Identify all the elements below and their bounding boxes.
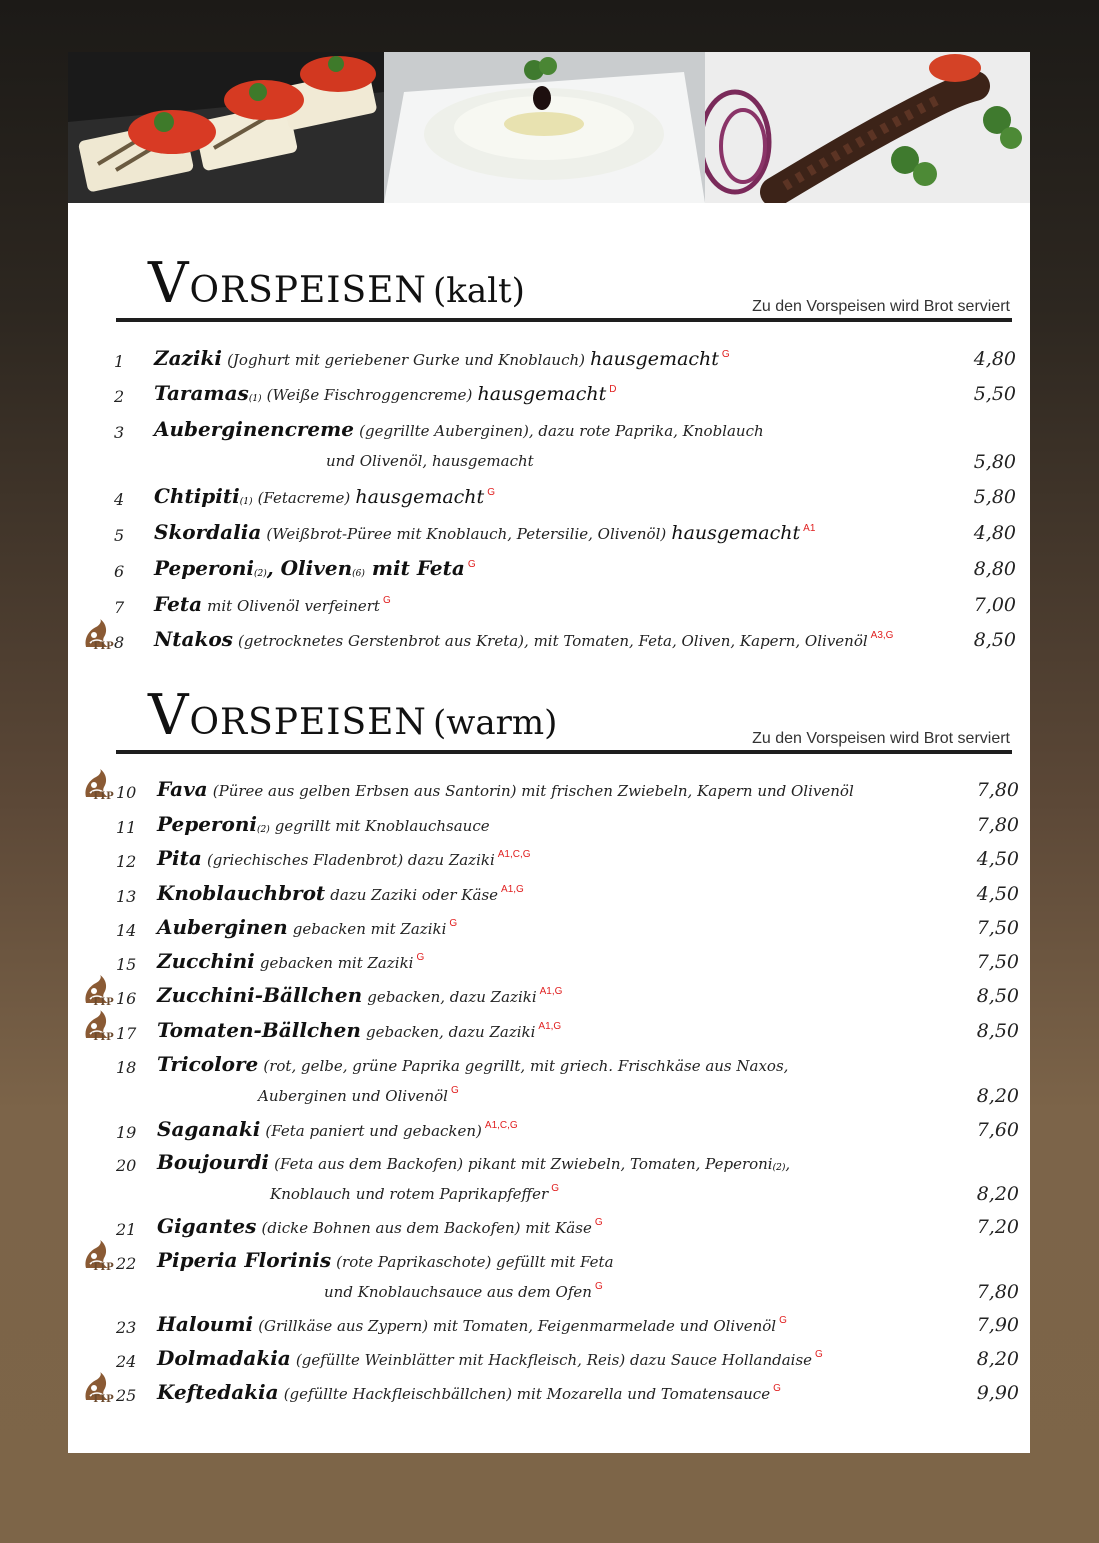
section-note: Zu den Vorspeisen wird Brot serviert bbox=[752, 298, 1010, 315]
item-number: 23 bbox=[116, 1318, 137, 1337]
item-description: (Feta aus dem Backofen) pikant mit Zwiebeln, Tomaten, Peperoni bbox=[274, 1155, 773, 1173]
item-line bbox=[157, 1150, 790, 1174]
item-price: 4,50 bbox=[976, 848, 1019, 870]
item-description-tail: , bbox=[785, 1155, 791, 1173]
item-price: 8,20 bbox=[976, 1348, 1019, 1370]
section-rule bbox=[116, 318, 1012, 322]
item-line-continued bbox=[258, 1085, 459, 1105]
item-line bbox=[154, 520, 815, 544]
item-line bbox=[157, 1117, 518, 1141]
item-line bbox=[157, 1312, 787, 1336]
tip-badge bbox=[78, 1008, 116, 1046]
item-allergens: G bbox=[450, 1085, 459, 1096]
item-line bbox=[154, 484, 495, 508]
item-price: 4,80 bbox=[973, 348, 1016, 370]
item-line-continued bbox=[270, 1183, 559, 1203]
section-title-initial: V bbox=[148, 683, 190, 748]
item-name: Saganaki bbox=[157, 1117, 261, 1141]
item-description: (gefüllte Weinblätter mit Hackfleisch, Reis) dazu Sauce Hollandaise bbox=[295, 1351, 813, 1369]
item-allergens: A1 bbox=[803, 523, 816, 534]
item-allergens: G bbox=[815, 1349, 823, 1360]
item-allergens: A1,G bbox=[501, 884, 524, 895]
item-number: 2 bbox=[114, 387, 125, 406]
item-description: (griechisches Fladenbrot) dazu Zaziki bbox=[206, 851, 495, 869]
item-description: gebacken, dazu Zaziki bbox=[366, 1023, 536, 1041]
item-description-continued: und Olivenöl, hausgemacht bbox=[326, 452, 534, 470]
item-price: 7,50 bbox=[976, 951, 1019, 973]
item-name-part: mit Feta bbox=[364, 556, 465, 580]
item-description: gegrillt mit Knoblauchsauce bbox=[274, 817, 490, 835]
item-price: 9,90 bbox=[976, 1382, 1019, 1404]
section-note: Zu den Vorspeisen wird Brot serviert bbox=[752, 730, 1010, 747]
item-allergens: A3,G bbox=[870, 630, 894, 641]
item-description: mit Olivenöl verfeinert bbox=[207, 597, 380, 615]
item-name: Peperoni bbox=[157, 812, 257, 836]
section-title-initial: V bbox=[148, 251, 190, 316]
item-price: 7,90 bbox=[976, 1314, 1019, 1336]
item-number: 8 bbox=[114, 633, 125, 652]
item-price: 8,20 bbox=[976, 1183, 1019, 1205]
item-price: 7,80 bbox=[976, 814, 1019, 836]
item-number: 14 bbox=[116, 921, 137, 940]
tip-label: TIP bbox=[92, 1262, 115, 1273]
item-line bbox=[157, 1052, 788, 1076]
item-price: 8,50 bbox=[976, 1020, 1019, 1042]
item-allergens: G bbox=[773, 1383, 781, 1394]
item-footnote: (2) bbox=[253, 569, 267, 579]
item-allergens: G bbox=[721, 349, 730, 360]
tip-label: TIP bbox=[92, 791, 115, 802]
item-name: Knoblauchbrot bbox=[157, 881, 326, 905]
item-line-continued bbox=[326, 451, 534, 470]
photo-zaziki bbox=[384, 52, 705, 203]
item-description: gebacken mit Zaziki bbox=[259, 954, 414, 972]
item-name: Tricolore bbox=[157, 1052, 259, 1076]
item-allergens: G bbox=[382, 595, 391, 606]
item-line bbox=[154, 556, 476, 580]
section-title-rest: ORSPEISEN bbox=[189, 270, 427, 311]
item-allergens: G bbox=[487, 487, 495, 498]
item-line bbox=[157, 777, 854, 801]
item-line bbox=[157, 881, 524, 905]
menu-page bbox=[68, 52, 1030, 1453]
tip-badge bbox=[78, 1238, 116, 1276]
item-number: 4 bbox=[114, 490, 125, 509]
item-name: Keftedakia bbox=[157, 1380, 279, 1404]
item-line bbox=[157, 1018, 561, 1042]
item-number: 12 bbox=[116, 852, 137, 871]
item-description: gebacken mit Zaziki bbox=[292, 920, 447, 938]
item-price: 7,80 bbox=[976, 1281, 1019, 1303]
item-number: 18 bbox=[116, 1058, 137, 1077]
item-price: 7,20 bbox=[976, 1216, 1019, 1238]
item-allergens: G bbox=[594, 1281, 603, 1292]
item-number: 10 bbox=[116, 783, 137, 802]
tip-label: TIP bbox=[92, 1394, 115, 1405]
item-number: 5 bbox=[114, 526, 125, 545]
item-name: Ntakos bbox=[154, 627, 233, 651]
photo-haloumi-tomatoes bbox=[68, 52, 384, 203]
item-number: 15 bbox=[116, 955, 137, 974]
item-footnote: (2) bbox=[772, 1163, 786, 1173]
item-allergens: G bbox=[467, 559, 476, 570]
item-price: 7,80 bbox=[976, 779, 1019, 801]
item-allergens: G bbox=[449, 918, 458, 929]
item-description: (gegrillte Auberginen), dazu rote Paprika, Knoblauch bbox=[359, 422, 764, 440]
photo-grilled-octopus bbox=[705, 52, 1030, 203]
section-title-qualifier: (kalt) bbox=[433, 271, 525, 311]
item-price: 5,50 bbox=[973, 383, 1016, 405]
item-name: Tomaten-Bällchen bbox=[157, 1018, 361, 1042]
tip-label: TIP bbox=[92, 997, 115, 1008]
tip-label: TIP bbox=[92, 1032, 115, 1043]
item-price: 8,80 bbox=[973, 558, 1016, 580]
item-allergens: G bbox=[416, 952, 425, 963]
item-number: 22 bbox=[116, 1254, 137, 1273]
item-description: (Weiße Fischroggencreme) bbox=[266, 386, 473, 404]
item-description: (rote Paprikaschote) gefüllt mit Feta bbox=[336, 1253, 614, 1271]
item-description-continued: Auberginen und Olivenöl bbox=[258, 1087, 448, 1105]
item-line bbox=[157, 812, 490, 836]
item-footnote: (2) bbox=[256, 825, 270, 835]
item-line bbox=[154, 627, 893, 651]
item-line bbox=[154, 346, 730, 370]
item-price: 8,50 bbox=[976, 985, 1019, 1007]
item-price: 5,80 bbox=[973, 486, 1016, 508]
item-number: 1 bbox=[114, 352, 125, 371]
item-allergens: A1,C,G bbox=[484, 1120, 518, 1131]
item-name: Haloumi bbox=[157, 1312, 254, 1336]
item-name: Zucchini bbox=[157, 949, 255, 973]
item-allergens: A1,G bbox=[538, 1021, 562, 1032]
item-name: Pita bbox=[157, 846, 202, 870]
item-line bbox=[157, 1214, 603, 1238]
item-name: Boujourdi bbox=[157, 1150, 270, 1174]
section-title bbox=[148, 251, 525, 316]
section-rule bbox=[116, 750, 1012, 754]
item-name: Dolmadakia bbox=[157, 1346, 291, 1370]
tip-badge bbox=[78, 1370, 116, 1408]
item-line bbox=[154, 592, 391, 616]
item-homemade: hausgemacht bbox=[590, 348, 719, 370]
item-line-continued bbox=[324, 1281, 603, 1301]
item-allergens: G bbox=[594, 1217, 603, 1228]
food-photo-banner bbox=[68, 52, 1030, 203]
item-price: 7,00 bbox=[973, 594, 1016, 616]
item-number: 7 bbox=[114, 598, 125, 617]
item-line bbox=[157, 1380, 781, 1404]
item-description: (Feta paniert und gebacken) bbox=[265, 1122, 482, 1140]
tip-badge bbox=[78, 973, 116, 1011]
item-allergens: G bbox=[551, 1183, 559, 1194]
tip-badge bbox=[78, 617, 116, 655]
item-line bbox=[157, 983, 562, 1007]
item-allergens: A1,G bbox=[539, 986, 563, 997]
item-homemade: hausgemacht bbox=[477, 383, 607, 405]
item-number: 3 bbox=[114, 423, 125, 442]
item-number: 24 bbox=[116, 1352, 137, 1371]
section-header bbox=[116, 684, 1012, 754]
item-name: Gigantes bbox=[157, 1214, 257, 1238]
item-homemade: hausgemacht bbox=[671, 522, 801, 544]
item-line bbox=[157, 949, 424, 973]
item-name: Feta bbox=[154, 592, 203, 616]
item-line bbox=[157, 1248, 614, 1272]
item-description: (Joghurt mit geriebener Gurke und Knoblauch) bbox=[227, 351, 585, 369]
item-name: Skordalia bbox=[154, 520, 262, 544]
item-line bbox=[154, 417, 764, 441]
section-title-qualifier: (warm) bbox=[433, 703, 558, 743]
item-description: (getrocknetes Gerstenbrot aus Kreta), mit Tomaten, Feta, Oliven, Kapern, Olivenöl bbox=[238, 632, 868, 650]
item-name: Peperoni bbox=[154, 556, 254, 580]
item-number: 21 bbox=[116, 1220, 137, 1239]
section-header bbox=[116, 252, 1012, 322]
item-price: 4,80 bbox=[973, 522, 1016, 544]
item-line bbox=[157, 846, 531, 870]
item-footnote: (1) bbox=[248, 394, 262, 404]
item-footnote: (1) bbox=[239, 497, 253, 507]
item-line bbox=[154, 381, 617, 405]
item-footnote: (6) bbox=[352, 569, 365, 579]
item-name: Zucchini-Bällchen bbox=[157, 983, 363, 1007]
item-number: 13 bbox=[116, 887, 137, 906]
item-number: 20 bbox=[116, 1156, 137, 1175]
item-name: Piperia Florinis bbox=[157, 1248, 332, 1272]
item-description-continued: und Knoblauchsauce aus dem Ofen bbox=[324, 1283, 592, 1301]
item-description: gebacken, dazu Zaziki bbox=[367, 988, 537, 1006]
item-line bbox=[157, 915, 457, 939]
item-name: Chtipiti bbox=[154, 484, 240, 508]
item-price: 7,50 bbox=[976, 917, 1019, 939]
item-description: (Fetacreme) bbox=[257, 489, 351, 507]
item-number: 11 bbox=[116, 818, 137, 837]
item-description: (dicke Bohnen aus dem Backofen) mit Käse bbox=[261, 1219, 592, 1237]
item-price: 5,80 bbox=[973, 451, 1016, 473]
section-title-rest: ORSPEISEN bbox=[189, 702, 427, 743]
item-description-continued: Knoblauch und rotem Paprikapfeffer bbox=[270, 1185, 549, 1203]
item-price: 4,50 bbox=[976, 883, 1019, 905]
item-name-part: , Oliven bbox=[266, 556, 353, 580]
item-allergens: D bbox=[609, 384, 617, 395]
item-homemade: hausgemacht bbox=[355, 486, 485, 508]
item-price: 7,60 bbox=[976, 1119, 1019, 1141]
item-name: Auberginen bbox=[157, 915, 288, 939]
item-number: 25 bbox=[116, 1386, 137, 1405]
item-name: Fava bbox=[157, 777, 208, 801]
item-name: Zaziki bbox=[154, 346, 222, 370]
item-number: 6 bbox=[114, 562, 125, 581]
item-allergens: G bbox=[779, 1315, 787, 1326]
item-description: (Grillkäse aus Zypern) mit Tomaten, Feigenmarmelade und Olivenöl bbox=[258, 1317, 777, 1335]
tip-label: TIP bbox=[92, 641, 115, 652]
section-title bbox=[148, 683, 557, 748]
item-number: 16 bbox=[116, 989, 137, 1008]
item-price: 8,20 bbox=[976, 1085, 1019, 1107]
item-price: 8,50 bbox=[973, 629, 1016, 651]
item-description: dazu Zaziki oder Käse bbox=[330, 886, 499, 904]
item-description: (Püree aus gelben Erbsen aus Santorin) mit frischen Zwiebeln, Kapern und Olivenöl bbox=[212, 782, 854, 800]
item-description: (rot, gelbe, grüne Paprika gegrillt, mit griech. Frischkäse aus Naxos, bbox=[263, 1057, 789, 1075]
item-allergens: A1,C,G bbox=[497, 849, 531, 860]
item-name: Taramas bbox=[154, 381, 249, 405]
item-name: Auberginencreme bbox=[154, 417, 355, 441]
item-number: 17 bbox=[116, 1024, 137, 1043]
tip-badge bbox=[78, 767, 116, 805]
item-description: (Weißbrot-Püree mit Knoblauch, Petersilie, Olivenöl) bbox=[266, 525, 667, 543]
item-description: (gefüllte Hackfleischbällchen) mit Mozarella und Tomatensauce bbox=[283, 1385, 771, 1403]
item-number: 19 bbox=[116, 1123, 137, 1142]
item-line bbox=[157, 1346, 823, 1370]
